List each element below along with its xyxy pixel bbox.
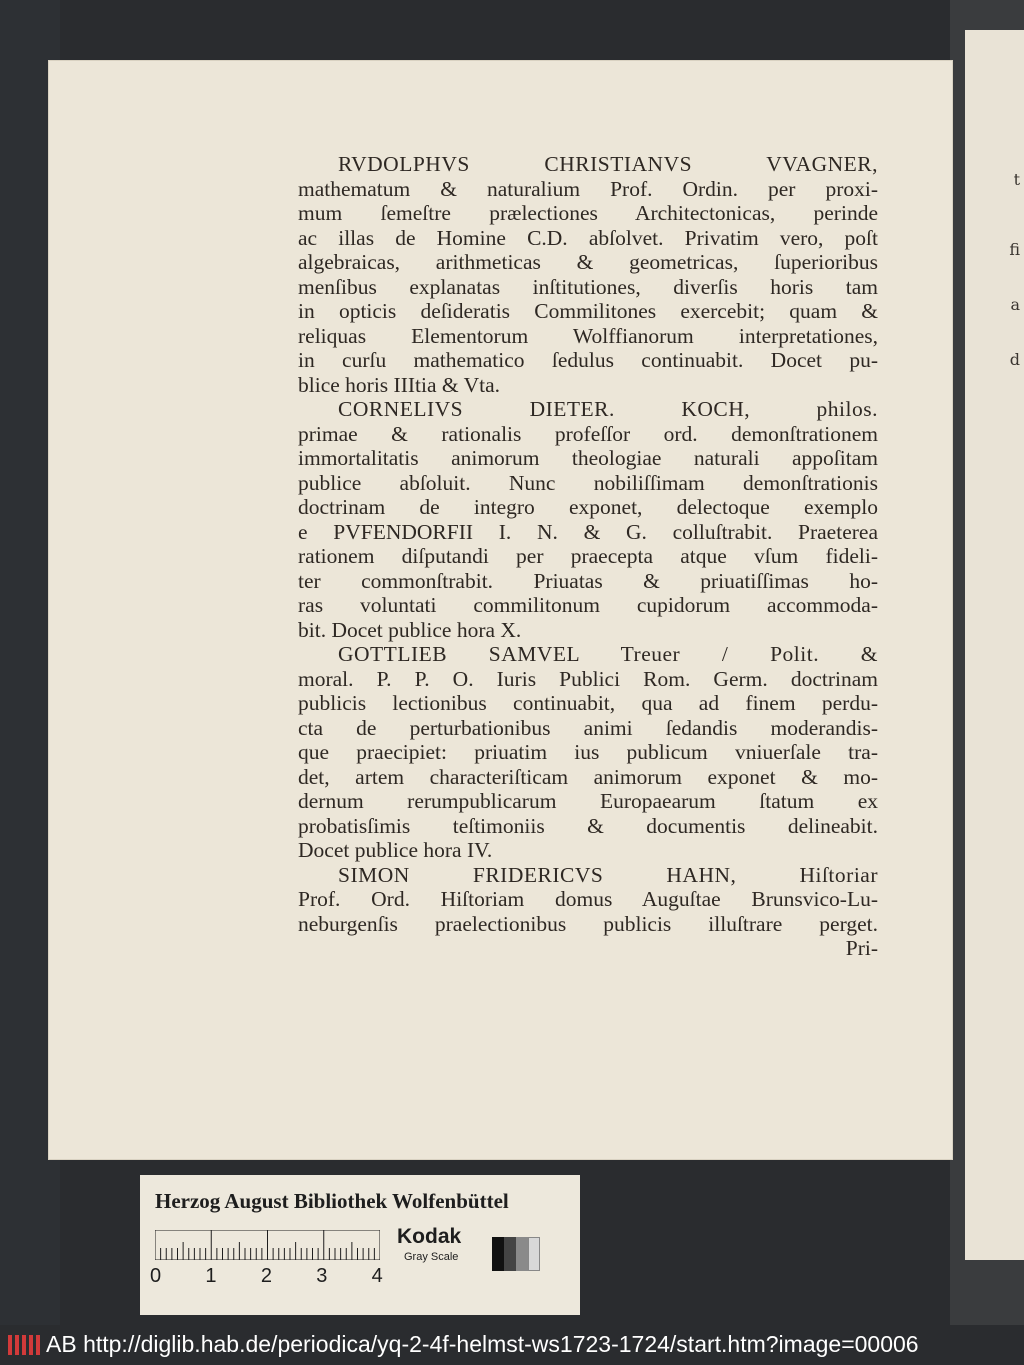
facing-page-fragment: a	[1010, 295, 1020, 314]
text-line: ter commonſtrabit. Priuatas & priuatiſſimas ho-	[298, 568, 878, 593]
text-line: ac illas de Homine C.D. abſolvet. Privatim vero, poſt	[298, 225, 878, 250]
text-line: CORNELIVS DIETER. KOCH, philos.	[338, 397, 878, 421]
text-line: neburgenſis praelectionibus publicis illuſtrare perget.	[298, 911, 878, 936]
ruler-number: 1	[205, 1265, 217, 1287]
text-line: moral. P. P. O. Iuris Publici Rom. Germ. doctrinam	[298, 666, 878, 691]
text-line: ras voluntati commilitonum cupidorum accommoda-	[298, 593, 878, 617]
text-line: Prof. Ord. Hiſtoriam domus Auguſtae Brunsvico-Lu-	[298, 887, 878, 911]
page-url[interactable]: AB http://diglib.hab.de/periodica/yq-2-4f-helmst-ws1723-1724/start.htm?image=00006	[46, 1331, 919, 1357]
ruler-number: 4	[371, 1265, 383, 1287]
text-line: publice abſoluit. Nunc nobiliſſimam demonſtrationis	[298, 470, 878, 495]
ruler-number: 3	[316, 1265, 328, 1287]
text-line: dernum rerumpublicarum Europaearum ſtatum ex	[298, 789, 878, 813]
color-scale-card	[140, 1175, 580, 1315]
text-line: e PVFENDORFII I. N. & G. colluſtrabit. Praeterea	[298, 519, 878, 544]
text-line: bit. Docet publice hora X.	[298, 617, 522, 642]
text-line: rationem diſputandi per praecepta atque vſum fideli-	[298, 544, 878, 568]
text-line: Docet publice hora IV.	[298, 838, 493, 862]
text-line: cta de perturbationibus animi ſedandis moderandis-	[298, 715, 878, 740]
ruler-number: 2	[260, 1265, 272, 1287]
text-line: immortalitatis animorum theologiae naturali appoſitam	[298, 446, 878, 470]
text-line: SIMON FRIDERICVS HAHN, Hiſtoriar	[338, 862, 878, 887]
hab-logo-icon	[6, 1333, 46, 1357]
text-line: algebraicas, arithmeticas & geometricas, ſuperioribus	[298, 250, 878, 274]
swatch-light-gray	[528, 1237, 540, 1271]
library-name: Herzog August Bibliothek Wolfenbüttel	[155, 1189, 509, 1213]
ruler-scale	[155, 1230, 380, 1260]
page-text	[298, 152, 878, 961]
swatch-mid-gray	[516, 1237, 528, 1271]
text-line: in opticis deſideratis Commilitones exercebit; quam &	[298, 299, 878, 323]
facing-page-fragment: d	[1009, 350, 1020, 369]
facing-page-fragment: t	[1013, 170, 1020, 189]
text-line: menſibus explanatas inſtitutiones, diverſis horis tam	[298, 274, 878, 299]
text-line: probatisſimis teſtimoniis & documentis delineabit.	[298, 813, 878, 838]
text-line: que praecipiet: priuatim ius publicum vniuerſale tra-	[298, 740, 878, 764]
ruler-number: 0	[150, 1265, 162, 1287]
text-line: blice horis IIItia & Vta.	[298, 372, 501, 397]
text-line: in curſu mathematico ſedulus continuabit. Docet pu-	[298, 348, 878, 372]
gray-scale-label: Gray Scale	[404, 1251, 459, 1263]
swatch-black	[492, 1237, 504, 1271]
text-line: det, artem characteriſticam animorum exponet & mo-	[298, 764, 878, 789]
facing-page-edge	[965, 30, 1024, 1260]
text-line: mathematum & naturalium Prof. Ordin. per proxi-	[298, 176, 878, 201]
text-line: mum ſemeſtre prælectiones Architectonicas, perinde	[298, 201, 878, 225]
text-line: GOTTLIEB SAMVEL Treuer / Polit. &	[338, 642, 878, 666]
text-line: primae & rationalis profeſſor ord. demonſtrationem	[298, 421, 878, 446]
swatch-dark-gray	[504, 1237, 516, 1271]
text-line: RVDOLPHVS CHRISTIANVS VVAGNER,	[338, 152, 878, 176]
facing-page-fragment: fi	[1009, 240, 1020, 259]
url-bar	[0, 1325, 1024, 1365]
text-line: reliquas Elementorum Wolffianorum interpretationes,	[298, 323, 878, 348]
text-line: Pri-	[845, 936, 878, 960]
kodak-brand: Kodak	[397, 1225, 462, 1248]
text-line: doctrinam de integro exponet, delectoque exemplo	[298, 495, 878, 519]
text-line: publicis lectionibus continuabit, qua ad finem perdu-	[298, 691, 878, 715]
